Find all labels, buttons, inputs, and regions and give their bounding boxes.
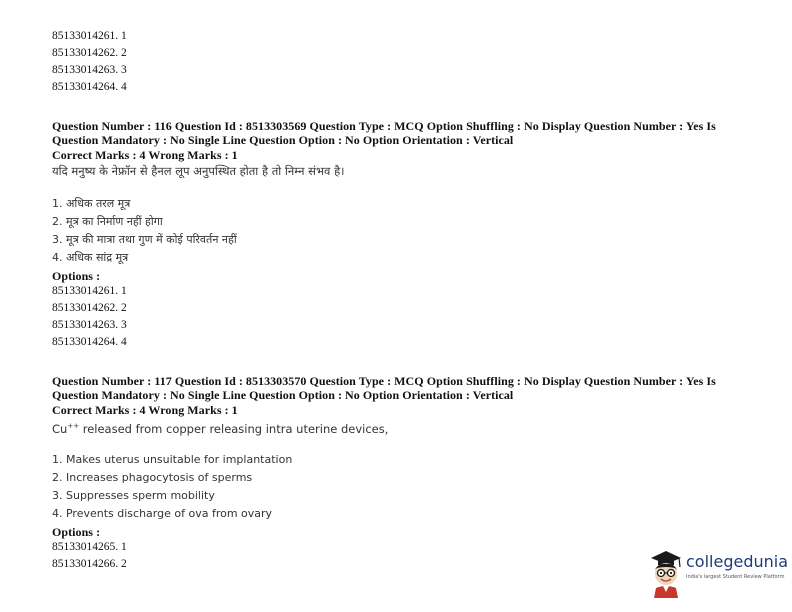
choice-item: 4. अधिक सांद्र मूत्र <box>52 251 129 264</box>
question-meta-line2: Question Mandatory : No Single Line Question Option : No Option Orientation : Vertical <box>52 133 514 147</box>
logo-tagline: India's largest Student Review Platform <box>686 574 785 580</box>
question-text-base: Cu <box>52 422 68 436</box>
option-line: 85133014265. 1 <box>52 541 127 553</box>
options-label: Options : <box>52 525 101 539</box>
option-line: 85133014261. 1 <box>52 285 127 297</box>
question-text-superscript: ++ <box>67 422 80 431</box>
option-line: 85133014261. 1 <box>52 30 127 42</box>
option-line: 85133014263. 3 <box>52 319 127 331</box>
question-text <box>52 422 388 436</box>
collegedunia-logo <box>648 548 788 604</box>
question-marks: Correct Marks : 4 Wrong Marks : 1 <box>52 403 238 417</box>
option-line: 85133014263. 3 <box>52 64 127 76</box>
options-label: Options : <box>52 269 101 283</box>
choice-item: 2. मूत्र का निर्माण नहीं होगा <box>52 215 163 228</box>
option-line: 85133014262. 2 <box>52 302 127 314</box>
question-text: यदि मनुष्य के नेफ्रॉन से हैनल लूप अनुपस्थित होता है तो निम्न संभव है। <box>52 164 345 178</box>
choice-item: 1. Makes uterus unsuitable for implantation <box>52 453 293 466</box>
option-line: 85133014262. 2 <box>52 47 127 59</box>
choice-item: 4. Prevents discharge of ova from ovary <box>52 507 273 520</box>
choice-item: 3. Suppresses sperm mobility <box>52 489 215 502</box>
graduate-mascot-icon <box>648 548 684 598</box>
choice-item: 2. Increases phagocytosis of sperms <box>52 471 253 484</box>
choice-item: 3. मूत्र की मात्रा तथा गुण में कोई परिवर्तन नहीं <box>52 233 237 246</box>
option-line: 85133014264. 4 <box>52 81 127 93</box>
question-text-rest: released from copper releasing intra uterine devices, <box>79 422 389 436</box>
question-meta-line2: Question Mandatory : No Single Line Question Option : No Option Orientation : Vertical <box>52 388 514 402</box>
question-marks: Correct Marks : 4 Wrong Marks : 1 <box>52 148 238 162</box>
question-meta-line1: Question Number : 116 Question Id : 8513303569 Question Type : MCQ Option Shuffling : No Display Question Number : Yes Is <box>52 119 716 133</box>
question-meta-line1: Question Number : 117 Question Id : 8513303570 Question Type : MCQ Option Shuffling : No Display Question Number : Yes Is <box>52 374 716 388</box>
logo-name: collegedunia <box>686 552 789 571</box>
choice-item: 1. अधिक तरल मूत्र <box>52 197 131 210</box>
option-line: 85133014264. 4 <box>52 336 127 348</box>
option-line: 85133014266. 2 <box>52 558 127 570</box>
